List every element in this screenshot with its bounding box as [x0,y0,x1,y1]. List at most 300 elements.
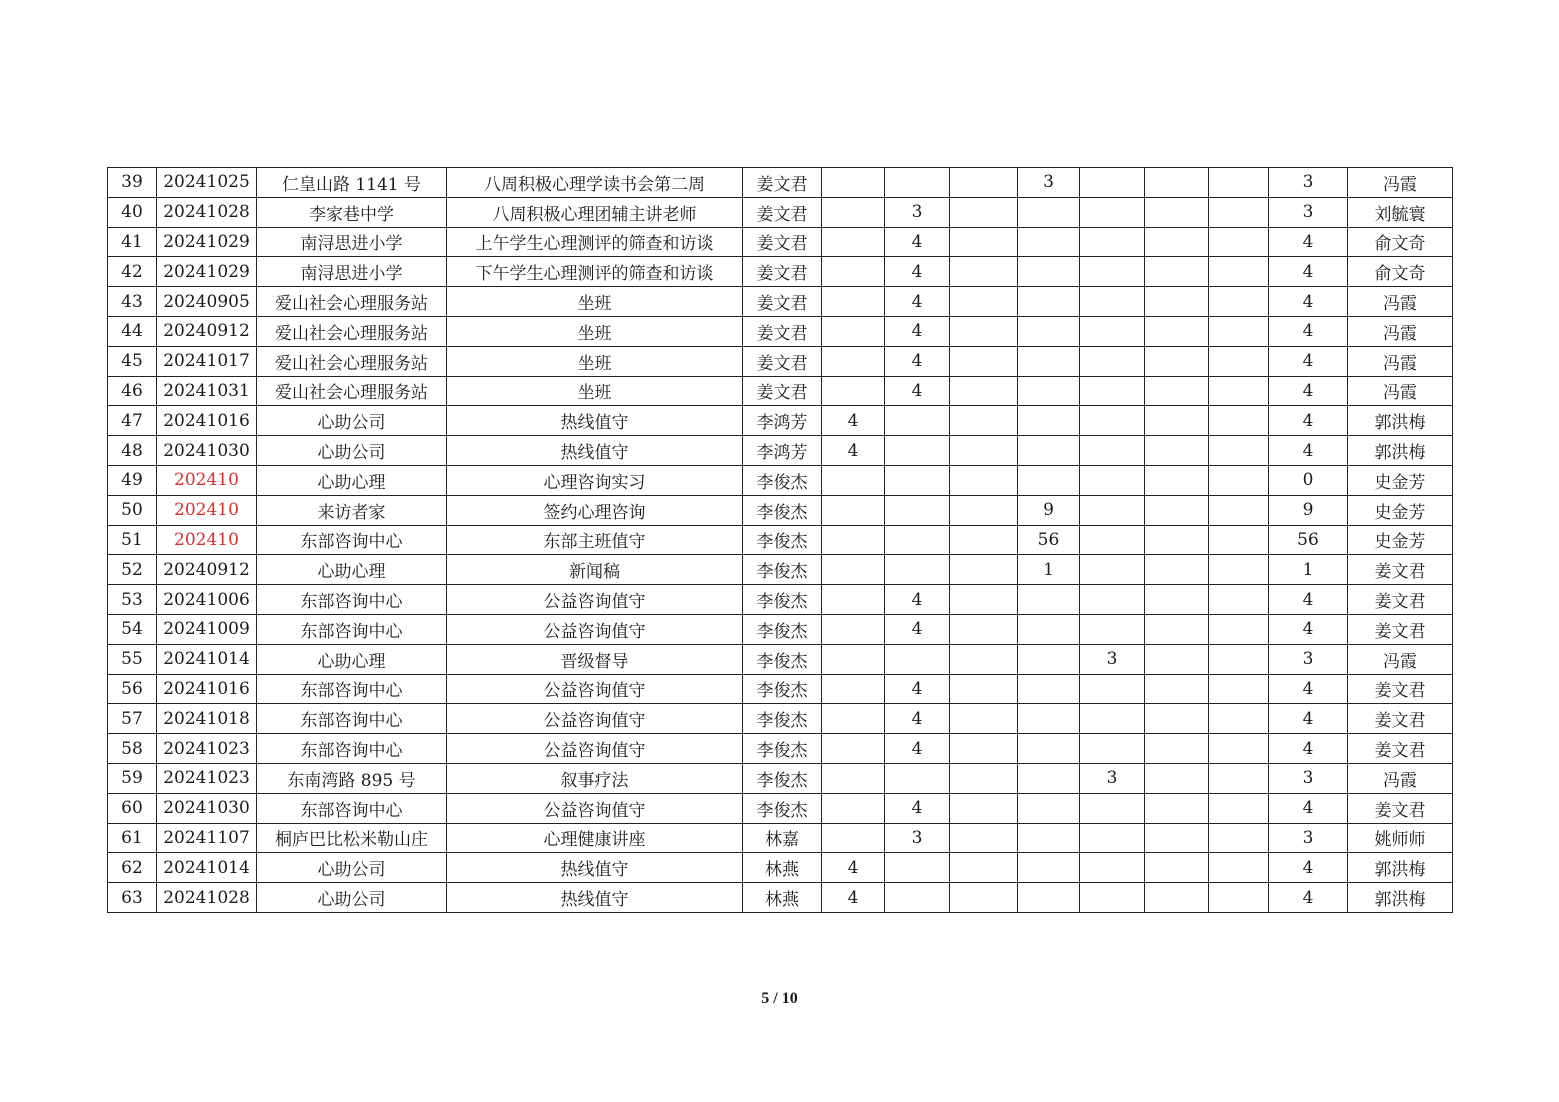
cell-hours-col-6 [1145,793,1209,823]
cell-row-number: 53 [108,585,157,615]
cell-hours-col-4 [1018,763,1080,793]
cell-participant: 姜文君 [743,376,822,406]
cell-verifier: 姜文君 [1348,704,1453,734]
cell-hours-col-2: 4 [885,704,950,734]
table-body [108,168,1453,913]
cell-activity: 公益咨询值守 [447,585,743,615]
cell-hours-col-7 [1209,853,1269,883]
cell-hours-col-2 [885,853,950,883]
cell-verifier: 冯霞 [1348,316,1453,346]
cell-date: 20241016 [157,674,257,704]
cell-hours-col-1 [822,287,885,317]
cell-participant: 姜文君 [743,287,822,317]
cell-participant: 李俊杰 [743,793,822,823]
cell-hours-col-2: 4 [885,227,950,257]
cell-hours-col-6 [1145,376,1209,406]
cell-participant: 林燕 [743,883,822,913]
cell-hours-col-1 [822,674,885,704]
cell-activity: 坐班 [447,287,743,317]
cell-row-number: 52 [108,555,157,585]
cell-hours-col-7 [1209,436,1269,466]
cell-hours-col-4 [1018,853,1080,883]
cell-hours-col-5 [1080,555,1145,585]
table-row [108,406,1453,436]
records-table [107,167,1453,913]
cell-location: 南浔思进小学 [257,257,447,287]
cell-hours-col-7 [1209,793,1269,823]
cell-date: 20241016 [157,406,257,436]
cell-row-number: 44 [108,316,157,346]
cell-date: 20241028 [157,197,257,227]
cell-row-number: 62 [108,853,157,883]
cell-hours-col-3 [950,525,1018,555]
table-row [108,883,1453,913]
cell-total-hours: 1 [1269,555,1348,585]
cell-hours-col-3 [950,555,1018,585]
cell-participant: 李俊杰 [743,734,822,764]
cell-hours-col-6 [1145,823,1209,853]
cell-hours-col-5 [1080,168,1145,198]
cell-hours-col-1 [822,793,885,823]
cell-hours-col-4 [1018,585,1080,615]
cell-hours-col-3 [950,465,1018,495]
cell-hours-col-4 [1018,823,1080,853]
cell-hours-col-5 [1080,346,1145,376]
table-row [108,763,1453,793]
cell-hours-col-4 [1018,346,1080,376]
cell-verifier: 俞文奇 [1348,227,1453,257]
cell-location: 来访者家 [257,495,447,525]
cell-hours-col-3 [950,763,1018,793]
cell-hours-col-6 [1145,197,1209,227]
cell-hours-col-5 [1080,793,1145,823]
cell-hours-col-3 [950,734,1018,764]
cell-participant: 李俊杰 [743,495,822,525]
cell-date: 20241018 [157,704,257,734]
cell-verifier: 史金芳 [1348,465,1453,495]
cell-activity: 公益咨询值守 [447,793,743,823]
cell-hours-col-7 [1209,495,1269,525]
cell-participant: 李俊杰 [743,585,822,615]
cell-activity: 公益咨询值守 [447,734,743,764]
table-row [108,495,1453,525]
cell-hours-col-4 [1018,227,1080,257]
cell-hours-col-2: 4 [885,316,950,346]
cell-hours-col-5 [1080,316,1145,346]
cell-hours-col-4 [1018,465,1080,495]
cell-row-number: 56 [108,674,157,704]
cell-location: 爱山社会心理服务站 [257,287,447,317]
cell-verifier: 俞文奇 [1348,257,1453,287]
cell-hours-col-2 [885,495,950,525]
cell-activity: 叙事疗法 [447,763,743,793]
cell-hours-col-4: 56 [1018,525,1080,555]
cell-hours-col-2 [885,168,950,198]
cell-row-number: 58 [108,734,157,764]
cell-row-number: 61 [108,823,157,853]
cell-hours-col-5 [1080,674,1145,704]
cell-verifier: 冯霞 [1348,763,1453,793]
cell-hours-col-5 [1080,704,1145,734]
cell-hours-col-5 [1080,257,1145,287]
cell-date: 20241030 [157,436,257,466]
cell-hours-col-3 [950,257,1018,287]
cell-hours-col-2: 4 [885,287,950,317]
cell-hours-col-3 [950,793,1018,823]
cell-date: 20241028 [157,883,257,913]
cell-participant: 林燕 [743,853,822,883]
cell-hours-col-5 [1080,853,1145,883]
table-row [108,376,1453,406]
table-row [108,168,1453,198]
cell-location: 心助心理 [257,555,447,585]
cell-hours-col-4 [1018,376,1080,406]
cell-hours-col-4 [1018,287,1080,317]
cell-total-hours: 4 [1269,316,1348,346]
table-row [108,644,1453,674]
cell-hours-col-3 [950,853,1018,883]
cell-hours-col-6 [1145,316,1209,346]
cell-location: 东部咨询中心 [257,585,447,615]
cell-hours-col-1 [822,555,885,585]
cell-hours-col-7 [1209,197,1269,227]
cell-hours-col-7 [1209,257,1269,287]
cell-date: 20241023 [157,763,257,793]
cell-hours-col-4: 9 [1018,495,1080,525]
cell-hours-col-6 [1145,287,1209,317]
cell-hours-col-2 [885,763,950,793]
cell-verifier: 冯霞 [1348,287,1453,317]
cell-hours-col-2 [885,555,950,585]
cell-location: 爱山社会心理服务站 [257,376,447,406]
cell-hours-col-7 [1209,823,1269,853]
cell-activity: 公益咨询值守 [447,614,743,644]
cell-verifier: 郭洪梅 [1348,883,1453,913]
cell-hours-col-5 [1080,465,1145,495]
cell-hours-col-1 [822,316,885,346]
cell-participant: 姜文君 [743,316,822,346]
cell-verifier: 姜文君 [1348,734,1453,764]
cell-hours-col-1 [822,346,885,376]
cell-hours-col-7 [1209,614,1269,644]
cell-hours-col-1 [822,465,885,495]
cell-row-number: 40 [108,197,157,227]
cell-total-hours: 3 [1269,197,1348,227]
cell-row-number: 41 [108,227,157,257]
cell-date: 20241029 [157,227,257,257]
cell-verifier: 冯霞 [1348,168,1453,198]
cell-hours-col-3 [950,436,1018,466]
cell-hours-col-4 [1018,257,1080,287]
cell-verifier: 史金芳 [1348,525,1453,555]
table-row [108,674,1453,704]
cell-row-number: 50 [108,495,157,525]
cell-row-number: 39 [108,168,157,198]
cell-hours-col-3 [950,883,1018,913]
cell-hours-col-6 [1145,168,1209,198]
cell-hours-col-5 [1080,227,1145,257]
cell-hours-col-7 [1209,316,1269,346]
cell-date: 20241031 [157,376,257,406]
cell-total-hours: 4 [1269,287,1348,317]
cell-verifier: 姜文君 [1348,614,1453,644]
cell-total-hours: 4 [1269,614,1348,644]
cell-location: 东南湾路 895 号 [257,763,447,793]
cell-hours-col-4 [1018,436,1080,466]
cell-hours-col-7 [1209,555,1269,585]
table-row [108,793,1453,823]
cell-hours-col-7 [1209,376,1269,406]
table-row [108,614,1453,644]
cell-verifier: 姜文君 [1348,674,1453,704]
cell-hours-col-2: 4 [885,257,950,287]
cell-location: 心助公司 [257,406,447,436]
cell-date: 20241014 [157,644,257,674]
cell-hours-col-3 [950,823,1018,853]
cell-activity: 下午学生心理测评的筛查和访谈 [447,257,743,287]
cell-location: 南浔思进小学 [257,227,447,257]
cell-hours-col-7 [1209,704,1269,734]
cell-row-number: 59 [108,763,157,793]
cell-hours-col-6 [1145,644,1209,674]
cell-hours-col-5 [1080,883,1145,913]
cell-hours-col-2 [885,644,950,674]
cell-hours-col-1 [822,823,885,853]
table-row [108,853,1453,883]
cell-verifier: 姚师师 [1348,823,1453,853]
cell-participant: 李俊杰 [743,704,822,734]
cell-total-hours: 4 [1269,257,1348,287]
cell-hours-col-3 [950,316,1018,346]
cell-hours-col-6 [1145,495,1209,525]
cell-row-number: 45 [108,346,157,376]
cell-hours-col-2 [885,436,950,466]
cell-activity: 八周积极心理学读书会第二周 [447,168,743,198]
cell-date: 20241030 [157,793,257,823]
cell-location: 东部咨询中心 [257,674,447,704]
cell-total-hours: 4 [1269,704,1348,734]
cell-row-number: 51 [108,525,157,555]
cell-total-hours: 4 [1269,793,1348,823]
cell-location: 爱山社会心理服务站 [257,346,447,376]
cell-hours-col-3 [950,168,1018,198]
cell-hours-col-6 [1145,704,1209,734]
cell-hours-col-3 [950,376,1018,406]
cell-hours-col-6 [1145,525,1209,555]
cell-participant: 李俊杰 [743,763,822,793]
cell-hours-col-4 [1018,614,1080,644]
cell-hours-col-1 [822,644,885,674]
cell-total-hours: 4 [1269,227,1348,257]
cell-total-hours: 4 [1269,734,1348,764]
cell-hours-col-2: 3 [885,823,950,853]
cell-total-hours: 3 [1269,763,1348,793]
cell-date: 20241025 [157,168,257,198]
cell-hours-col-2 [885,883,950,913]
cell-total-hours: 3 [1269,168,1348,198]
cell-hours-col-5 [1080,525,1145,555]
cell-hours-col-6 [1145,763,1209,793]
cell-hours-col-1 [822,614,885,644]
cell-total-hours: 0 [1269,465,1348,495]
cell-activity: 公益咨询值守 [447,704,743,734]
table-row [108,257,1453,287]
cell-participant: 李俊杰 [743,525,822,555]
cell-hours-col-1 [822,704,885,734]
cell-hours-col-1: 4 [822,406,885,436]
cell-location: 仁皇山路 1141 号 [257,168,447,198]
cell-location: 东部咨询中心 [257,734,447,764]
cell-hours-col-1 [822,257,885,287]
cell-hours-col-7 [1209,734,1269,764]
table-row [108,585,1453,615]
cell-participant: 姜文君 [743,197,822,227]
cell-verifier: 姜文君 [1348,793,1453,823]
cell-hours-col-7 [1209,674,1269,704]
cell-hours-col-5 [1080,406,1145,436]
cell-hours-col-6 [1145,555,1209,585]
cell-hours-col-7 [1209,465,1269,495]
cell-hours-col-6 [1145,346,1209,376]
cell-hours-col-6 [1145,585,1209,615]
cell-participant: 林嘉 [743,823,822,853]
cell-hours-col-5 [1080,436,1145,466]
cell-hours-col-7 [1209,406,1269,436]
cell-activity: 热线值守 [447,406,743,436]
cell-hours-col-6 [1145,614,1209,644]
cell-hours-col-3 [950,614,1018,644]
cell-date: 20240912 [157,316,257,346]
cell-hours-col-4: 1 [1018,555,1080,585]
cell-location: 桐庐巴比松米勒山庄 [257,823,447,853]
table-row [108,823,1453,853]
cell-hours-col-3 [950,495,1018,525]
cell-hours-col-3 [950,704,1018,734]
cell-activity: 心理咨询实习 [447,465,743,495]
cell-hours-col-2: 4 [885,585,950,615]
cell-activity: 热线值守 [447,883,743,913]
cell-hours-col-2: 4 [885,734,950,764]
cell-hours-col-1 [822,197,885,227]
cell-total-hours: 4 [1269,853,1348,883]
cell-verifier: 刘毓寰 [1348,197,1453,227]
cell-participant: 李俊杰 [743,555,822,585]
table-row [108,704,1453,734]
table-row [108,465,1453,495]
table-row [108,436,1453,466]
cell-hours-col-2: 4 [885,674,950,704]
cell-verifier: 冯霞 [1348,376,1453,406]
cell-activity: 热线值守 [447,436,743,466]
cell-location: 心助公司 [257,436,447,466]
cell-hours-col-4 [1018,644,1080,674]
cell-verifier: 郭洪梅 [1348,406,1453,436]
cell-participant: 姜文君 [743,168,822,198]
cell-activity: 八周积极心理团辅主讲老师 [447,197,743,227]
cell-hours-col-6 [1145,674,1209,704]
table-row [108,197,1453,227]
cell-hours-col-2: 4 [885,793,950,823]
cell-total-hours: 4 [1269,585,1348,615]
cell-activity: 东部主班值守 [447,525,743,555]
cell-hours-col-6 [1145,465,1209,495]
cell-total-hours: 56 [1269,525,1348,555]
cell-location: 心助心理 [257,644,447,674]
cell-date: 20241023 [157,734,257,764]
cell-hours-col-7 [1209,644,1269,674]
cell-hours-col-6 [1145,883,1209,913]
cell-hours-col-4 [1018,734,1080,764]
cell-verifier: 姜文君 [1348,585,1453,615]
cell-hours-col-1 [822,734,885,764]
cell-hours-col-1 [822,763,885,793]
cell-total-hours: 4 [1269,883,1348,913]
cell-location: 东部咨询中心 [257,704,447,734]
cell-location: 心助公司 [257,883,447,913]
cell-hours-col-1 [822,495,885,525]
cell-hours-col-7 [1209,763,1269,793]
cell-hours-col-5 [1080,585,1145,615]
cell-date: 20241017 [157,346,257,376]
cell-activity: 签约心理咨询 [447,495,743,525]
cell-location: 东部咨询中心 [257,793,447,823]
cell-verifier: 史金芳 [1348,495,1453,525]
table-row [108,287,1453,317]
table-row [108,734,1453,764]
cell-date: 20241006 [157,585,257,615]
cell-hours-col-2 [885,406,950,436]
cell-hours-col-5 [1080,197,1145,227]
cell-location: 心助心理 [257,465,447,495]
cell-total-hours: 4 [1269,436,1348,466]
cell-date: 20241014 [157,853,257,883]
cell-hours-col-1: 4 [822,853,885,883]
cell-hours-col-7 [1209,585,1269,615]
cell-row-number: 48 [108,436,157,466]
cell-participant: 李鸿芳 [743,436,822,466]
cell-hours-col-3 [950,674,1018,704]
cell-hours-col-1 [822,585,885,615]
cell-location: 李家巷中学 [257,197,447,227]
cell-hours-col-4 [1018,704,1080,734]
cell-row-number: 43 [108,287,157,317]
cell-hours-col-2 [885,525,950,555]
cell-hours-col-3 [950,585,1018,615]
cell-hours-col-2 [885,465,950,495]
cell-date: 20240912 [157,555,257,585]
cell-row-number: 49 [108,465,157,495]
cell-activity: 上午学生心理测评的筛查和访谈 [447,227,743,257]
cell-row-number: 47 [108,406,157,436]
cell-participant: 李鸿芳 [743,406,822,436]
cell-hours-col-2: 4 [885,346,950,376]
cell-total-hours: 4 [1269,406,1348,436]
table-row [108,555,1453,585]
cell-activity: 坐班 [447,316,743,346]
cell-verifier: 郭洪梅 [1348,853,1453,883]
cell-total-hours: 3 [1269,644,1348,674]
table-row [108,346,1453,376]
cell-date: 202410 [157,495,257,525]
cell-participant: 李俊杰 [743,614,822,644]
cell-hours-col-4 [1018,406,1080,436]
cell-row-number: 46 [108,376,157,406]
cell-location: 爱山社会心理服务站 [257,316,447,346]
cell-hours-col-6 [1145,406,1209,436]
cell-activity: 心理健康讲座 [447,823,743,853]
cell-hours-col-7 [1209,346,1269,376]
cell-location: 心助公司 [257,853,447,883]
